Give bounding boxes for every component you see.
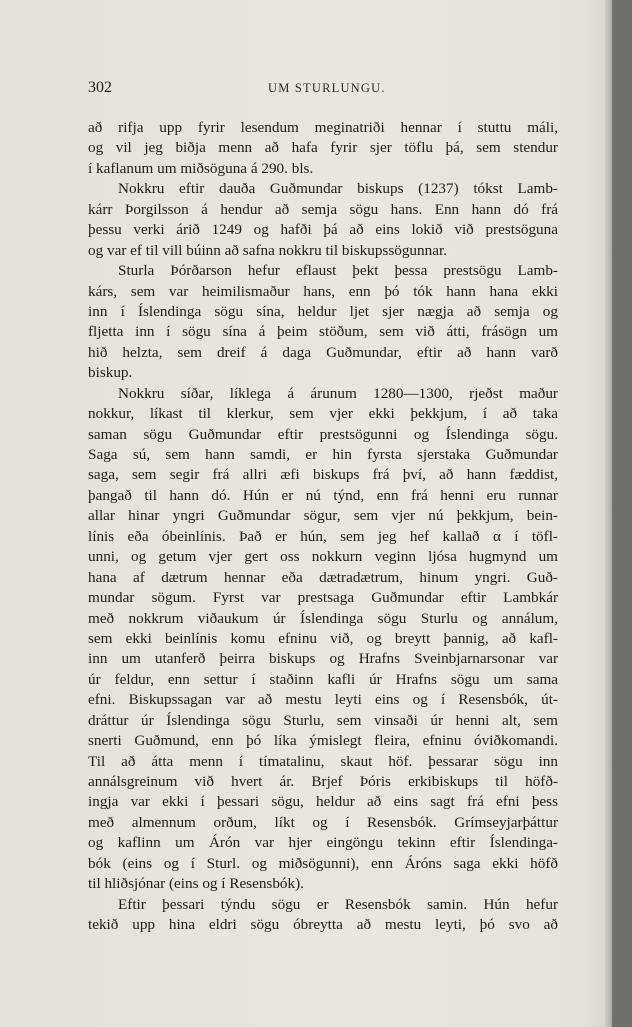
text-line: og kaflinn um Árón var hjer eingöngu tekinn eftir Íslendinga- xyxy=(88,834,558,852)
text-line: kárr Þorgilsson á hendur að semja sögu hans. Enn hann dó frá xyxy=(88,200,558,218)
text-line: fljetta inn í sögu sína á þeim stöðum, sem við átti, frásögn um xyxy=(88,323,558,341)
text-line: þessu verki árið 1249 og hafði þá að eins lokið við prestsöguna xyxy=(88,221,558,239)
running-head: UM STURLUNGU. xyxy=(268,81,386,95)
page-edge-shadow xyxy=(605,0,612,1027)
text-line: inn í Íslendinga sögu sína, heldur ljet sjer nægja að semja og xyxy=(88,302,558,320)
text-line: inn um utanferð þeirra biskups og Hrafns Sveinbjarnarsonar var xyxy=(88,650,558,668)
text-line: að rifja upp fyrir lesendum meginatriði hennar í stuttu máli, xyxy=(88,119,558,136)
text-line: í kaflanum um miðsöguna á 290. bls. xyxy=(88,159,314,177)
page-number: 302 xyxy=(88,79,112,96)
text-line: hið helzta, sem dreif á daga Guðmundar, eftir að hann varð xyxy=(88,343,558,361)
text-line: hana af dætrum hennar eða dætradætrum, hinum yngri. Guð- xyxy=(88,568,558,586)
text-line: Nokkru síðar, líklega á árunum 1280—1300, rjeðst maður xyxy=(118,384,558,402)
text-line: Til að átta menn í tímatalinu, skaut höf. þessarar sögu inn xyxy=(88,752,558,770)
text-line: annálsgreinum við hvert ár. Brjef Þóris erkibiskups til höfð- xyxy=(88,773,558,790)
text-line: dráttur úr Íslendinga sögu Sturlu, sem vinsaði úr henni alt, sem xyxy=(88,711,558,729)
text-line: biskup. xyxy=(88,364,133,382)
text-line: nokkur, líkast til klerkur, sem vjer ekki þekkjum, í að taka xyxy=(88,405,558,423)
text-line: þangað til hann dó. Hún er nú týnd, enn frá henni eru runnar xyxy=(88,486,558,504)
text-line: til hliðsjónar (eins og í Resensbók). xyxy=(88,875,304,893)
text-line: Sturla Þórðarson hefur eflaust þekt þessa prestsögu Lamb- xyxy=(118,262,558,280)
text-line: efni. Biskupssagan var að mestu leyti eins og í Resensbók, út- xyxy=(88,691,558,709)
text-line: kárs, sem var heimilismaður hans, enn þó tók hann hana ekki xyxy=(88,282,558,300)
text-line: Eftir þessari týndu sögu er Resensbók samin. Hún hefur xyxy=(118,895,558,913)
text-line: úr feldur, enn settur í staðinn kafli úr Hrafns sögu um sama xyxy=(88,670,558,688)
text-line: línis eða óbeinlínis. Það er hún, sem jeg hef kallað α í töfl- xyxy=(88,527,558,545)
text-line: bók (eins og í Sturl. og miðsögunni), enn Áróns saga ekki höfð xyxy=(88,854,558,872)
text-line: með almennum orðum, líkt og í Resensbók. Grímseyjarþáttur xyxy=(88,813,558,831)
text-line: Nokkru eftir dauða Guðmundar biskups (1237) tókst Lamb- xyxy=(118,180,558,198)
text-line: snerti Guðmund, enn þó líka ýmislegt fleira, efninu óviðkomandi. xyxy=(88,732,558,750)
body-text xyxy=(88,118,558,936)
text-line: saman sögu Guðmundar eftir prestsögunni og Íslendinga sögu. xyxy=(88,425,558,443)
text-line: ingja var ekki í þessari sögu, heldur að eins sagt frá efni þess xyxy=(88,793,558,811)
text-line: Saga sú, sem hann samdi, er hin fyrsta sjerstaka Guðmundar xyxy=(88,446,558,463)
text-line: og var ef til vill búinn að safna nokkru til biskupssögunnar. xyxy=(88,241,447,259)
text-line: með nokkrum viðaukum úr Íslendinga sögu Sturlu og annálum, xyxy=(88,609,558,627)
text-line: mundar sögum. Fyrst var prestsaga Guðmundar eftir Lambkár xyxy=(88,589,558,607)
text-line: og vil jeg biðja menn að hafa fyrir sjer töflu þá, sem stendur xyxy=(88,139,558,157)
text-line: saga, sem segir frá allri æfi biskups frá því, að hann fæddist, xyxy=(88,466,558,484)
page-header xyxy=(88,79,558,101)
text-line: unni, og getum vjer gert oss nokkurn veginn ljósa hugmynd um xyxy=(88,548,558,566)
text-line: sem ekki beinlínis komu efninu við, og breytt þannig, að kafl- xyxy=(88,629,558,647)
text-line: allar hinar yngri Guðmundar sögur, sem vjer nú þekkjum, bein- xyxy=(88,507,558,525)
text-line: tekið upp hina eldri sögu óbreytta að mestu leyti, þó svo að xyxy=(88,916,558,934)
